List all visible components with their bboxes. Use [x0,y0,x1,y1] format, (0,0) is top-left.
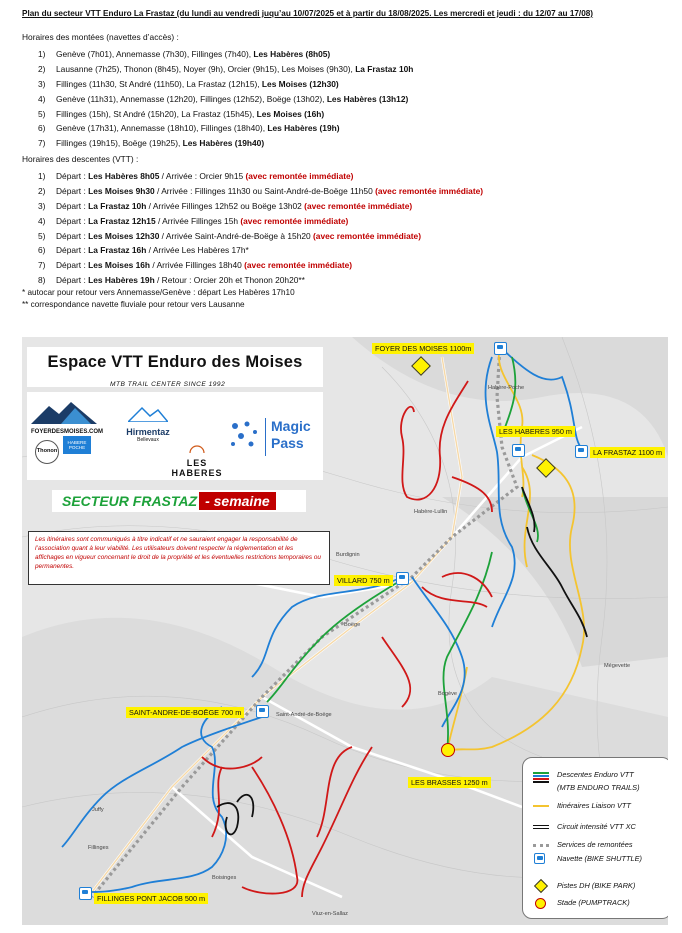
descentes-list [38,170,483,289]
legend-shuttle-icon [534,853,545,864]
footnote-2: ** correspondance navette fluviale pour retour vers Lausanne [22,300,245,309]
mountain-icon [31,402,97,424]
bellevaux-text: Bellevaux [137,437,159,443]
town-habere-poche: Habère-Poche [488,385,525,391]
place-les-haberes: LES HABERES 950 m [496,426,575,437]
foyer-logo-text: FOYERDESMOISES.COM [31,429,104,435]
montee-text: Fillinges (11h30, St André (11h50), La Frastaz (12h15), [56,78,262,89]
disclaimer: Les itinéraires sont communiqués à titre indicatif et ne sauraient engager la responsabilité de l’association quant à leur viabilité. Les utilisateurs doivent respecter la réglementation et les affichages en vigueur concernant le droit de la propriété et les éventuelles restrictions temporaires ou permanentes. [28,531,330,585]
star-cluster-icon [227,418,261,452]
document-title: Plan du secteur VTT Enduro La Frastaz (du lundi au vendredi juqu’au 10/07/2025 et à partir du 18/08/2025. Les mercredi et jeudi : du 12/07 au 17/08) [22,9,594,18]
sun-icon [184,441,210,453]
town-viuz: Viuz-en-Sallaz [312,911,348,917]
descente-number: 3) [38,200,46,211]
descente-uplift-note: (avec remontée immédiate) [240,215,349,226]
montee-number: 6) [38,123,46,134]
descente-departure: Les Moises 12h30 [88,230,160,241]
legend-red-swatch [533,778,549,780]
descente-number: 2) [38,185,46,196]
descente-departure: La Frastaz 16h [88,245,147,256]
montee-number: 4) [38,93,46,104]
magic-pass-logo [227,418,323,458]
place-la-frastaz: LA FRASTAZ 1100 m [590,447,665,458]
montee-text: Genève (11h31), Annemasse (12h20), Fillinges (12h52), Boëge (13h02), [56,93,327,104]
sector-banner [52,490,306,512]
descentes-title: Horaires des descentes (VTT) : [22,154,139,164]
town-bogeve: Bogève [438,691,457,697]
descente-departure: Les Moises 16h [88,260,151,271]
descente-prefix: Départ : [56,200,89,211]
foyer-des-moises-logo [31,402,104,435]
legend-services: Services de remontées [557,840,633,849]
descente-departure: Les Habères 19h [88,275,155,286]
montee-text: Genève (17h31), Annemasse (18h10), Fillinges (18h40), [56,123,268,134]
place-fillinges-pont-jacob: FILLINGES PONT JACOB 500 m [94,893,208,904]
descente-number: 6) [38,245,46,256]
descente-item [38,215,483,230]
place-saint-andre: SAINT-ANDRE-DE-BOËGE 700 m [126,707,244,718]
town-fillinges: Fillinges [88,845,109,851]
town-boege: Boëge [344,622,361,628]
descente-arrival: / Arrivée Fillinges 12h52 ou Boëge 13h02 [146,200,305,211]
place-villard: VILLARD 750 m [334,575,393,586]
descente-arrival: / Arrivée Saint-André-de-Boëge à 15h20 [159,230,313,241]
descente-item [38,200,483,215]
legend-xc-swatch [533,825,549,829]
descente-prefix: Départ : [56,230,89,241]
descente-arrival: / Arrivée Fillinges 18h40 [150,260,245,271]
montee-destination: Les Habères (19h40) [182,138,265,149]
descente-prefix: Départ : [56,245,89,256]
descente-prefix: Départ : [56,185,89,196]
pass-text: Pass [271,435,304,451]
place-les-brasses: LES BRASSES 1250 m [408,777,491,788]
montee-item [38,93,413,108]
town-burdignin: Burdignin [336,552,360,558]
descente-prefix: Départ : [56,171,89,181]
montee-text: Lausanne (7h25), Thonon (8h45), Noyer (9h), Orcier (9h15), Les Moises (9h30), [56,63,356,74]
legend-yellow-swatch [533,805,549,807]
legend-liaison: Itinéraires Liaison VTT [557,801,631,810]
magic-text: Magic [271,418,311,434]
descente-number: 1) [38,171,46,181]
montee-item [38,78,413,93]
descente-item [38,185,483,200]
sector-name: SECTEUR FRASTAZ [62,493,198,509]
montee-item [38,63,413,78]
montee-destination: Les Habères (8h05) [253,49,331,59]
montee-destination: Les Habères (19h) [267,123,340,134]
legend-pumptrack: Stade (PUMPTRACK) [557,898,630,907]
map-legend [522,757,668,919]
shuttle-frastaz-icon[interactable] [575,445,588,458]
sector-week-label: - semaine [199,492,276,510]
map-subtitle: MTB TRAIL CENTER SINCE 1992 [110,381,226,388]
descente-uplift-note: (avec remontée immédiate) [313,230,421,241]
descente-prefix: Départ : [56,215,89,226]
descente-item [38,230,483,245]
shuttle-villard-icon[interactable] [396,572,409,585]
descente-arrival: / Arrivée : Orcier 9h15 [159,171,246,181]
montee-number: 3) [38,78,46,89]
montee-text: Genève (7h01), Annemasse (7h30), Fillinges (7h40), [56,49,254,59]
footnote-1: * autocar pour retour vers Annemasse/Genève : départ Les Habères 17h10 [22,288,295,297]
pumptrack-brasses-icon [441,743,455,757]
descente-item [38,170,483,185]
montee-number: 7) [38,138,46,149]
montee-destination: Les Habères (13h12) [326,93,409,104]
town-megevette: Mégevette [604,663,631,669]
descente-number: 8) [38,275,46,286]
montee-number: 5) [38,108,46,119]
thonon-logo: Thonon [35,440,59,464]
montee-item [38,122,413,137]
les-haberes-logo [167,440,227,478]
legend-enduro: Descentes Enduro VTT [557,770,634,779]
hirmentaz-mountain-icon [128,406,168,422]
town-boisinges: Boisinges [212,875,237,881]
legend-blue-swatch [533,775,549,777]
descente-uplift-note: (avec remontée immédiate) [304,200,413,211]
descente-uplift-note: (avec remontée immédiate) [244,260,353,271]
town-st-andre: Saint-André-de-Boëge [276,712,332,718]
montee-text: Fillinges (15h), St André (15h20), La Frastaz (15h45), [56,108,257,119]
montee-text: Fillinges (19h15), Boëge (19h25), [56,138,183,149]
descente-departure: Les Habères 8h05 [88,171,160,181]
descente-prefix: Départ : [56,275,89,286]
descente-number: 7) [38,260,46,271]
descente-prefix: Départ : [56,260,89,271]
descente-number: 5) [38,230,46,241]
legend-services-swatch [533,844,549,847]
montee-item [38,108,413,123]
montee-number: 2) [38,63,46,74]
legend-enduro-en: (MTB ENDURO TRAILS) [557,783,640,792]
montee-destination: Les Moises (16h) [256,108,325,119]
habere-poche-logo: HABERE POCHE [63,436,91,454]
descente-departure: La Frastaz 12h15 [88,215,156,226]
descente-arrival: / Arrivée Les Habères 17h* [146,245,249,256]
hirmentaz-logo [115,406,181,443]
les-haberes-text: LES HABERES [171,458,223,478]
legend-pumptrack-icon [535,898,546,909]
descente-item [38,259,483,274]
montees-title: Horaires des montées (navettes d’accès) : [22,32,179,42]
partner-logos [27,392,323,480]
hirmentaz-text: Hirmentaz [126,427,170,437]
town-juffy: Juffy [92,807,104,813]
descente-uplift-note: (avec remontée immédiate) [245,171,354,181]
descente-departure: Les Moises 9h30 [88,185,155,196]
montee-destination: Les Moises (12h30) [261,78,339,89]
map-title: Espace VTT Enduro des Moises [47,353,303,371]
descente-departure: La Frastaz 10h [88,200,147,211]
descente-uplift-note: (avec remontée immédiate) [375,185,484,196]
montee-number: 1) [38,49,46,59]
legend-bike-park: Pistes DH (BIKE PARK) [557,881,636,890]
descente-arrival: / Arrivée : Fillinges 11h30 ou Saint-André-de-Boëge 11h50 [154,185,376,196]
montee-destination: La Frastaz 10h [355,63,414,74]
legend-bike-park-icon [534,879,548,893]
descente-arrival: / Arrivée Fillinges 15h [155,215,241,226]
place-foyer-des-moises: FOYER DES MOISES 1100m [372,343,474,354]
descente-arrival: / Retour : Orcier 20h et Thonon 20h20** [154,275,305,286]
shuttle-fillinges-icon[interactable] [79,887,92,900]
descente-item [38,244,483,259]
legend-xc: Circuit intensité VTT XC [557,822,636,831]
legend-shuttle: Navette (BIKE SHUTTLE) [557,854,643,863]
trail-map [22,337,668,925]
legend-green-swatch [533,772,549,774]
legend-black-swatch [533,781,549,783]
montee-item [38,48,413,63]
shuttle-foyer-icon[interactable] [494,342,507,355]
descente-number: 4) [38,215,46,226]
montees-list [38,48,413,152]
town-habere-lullin: Habère-Lullin [414,509,448,515]
montee-item [38,137,413,152]
shuttle-haberes-icon[interactable] [512,444,525,457]
shuttle-saint-andre-icon[interactable] [256,705,269,718]
